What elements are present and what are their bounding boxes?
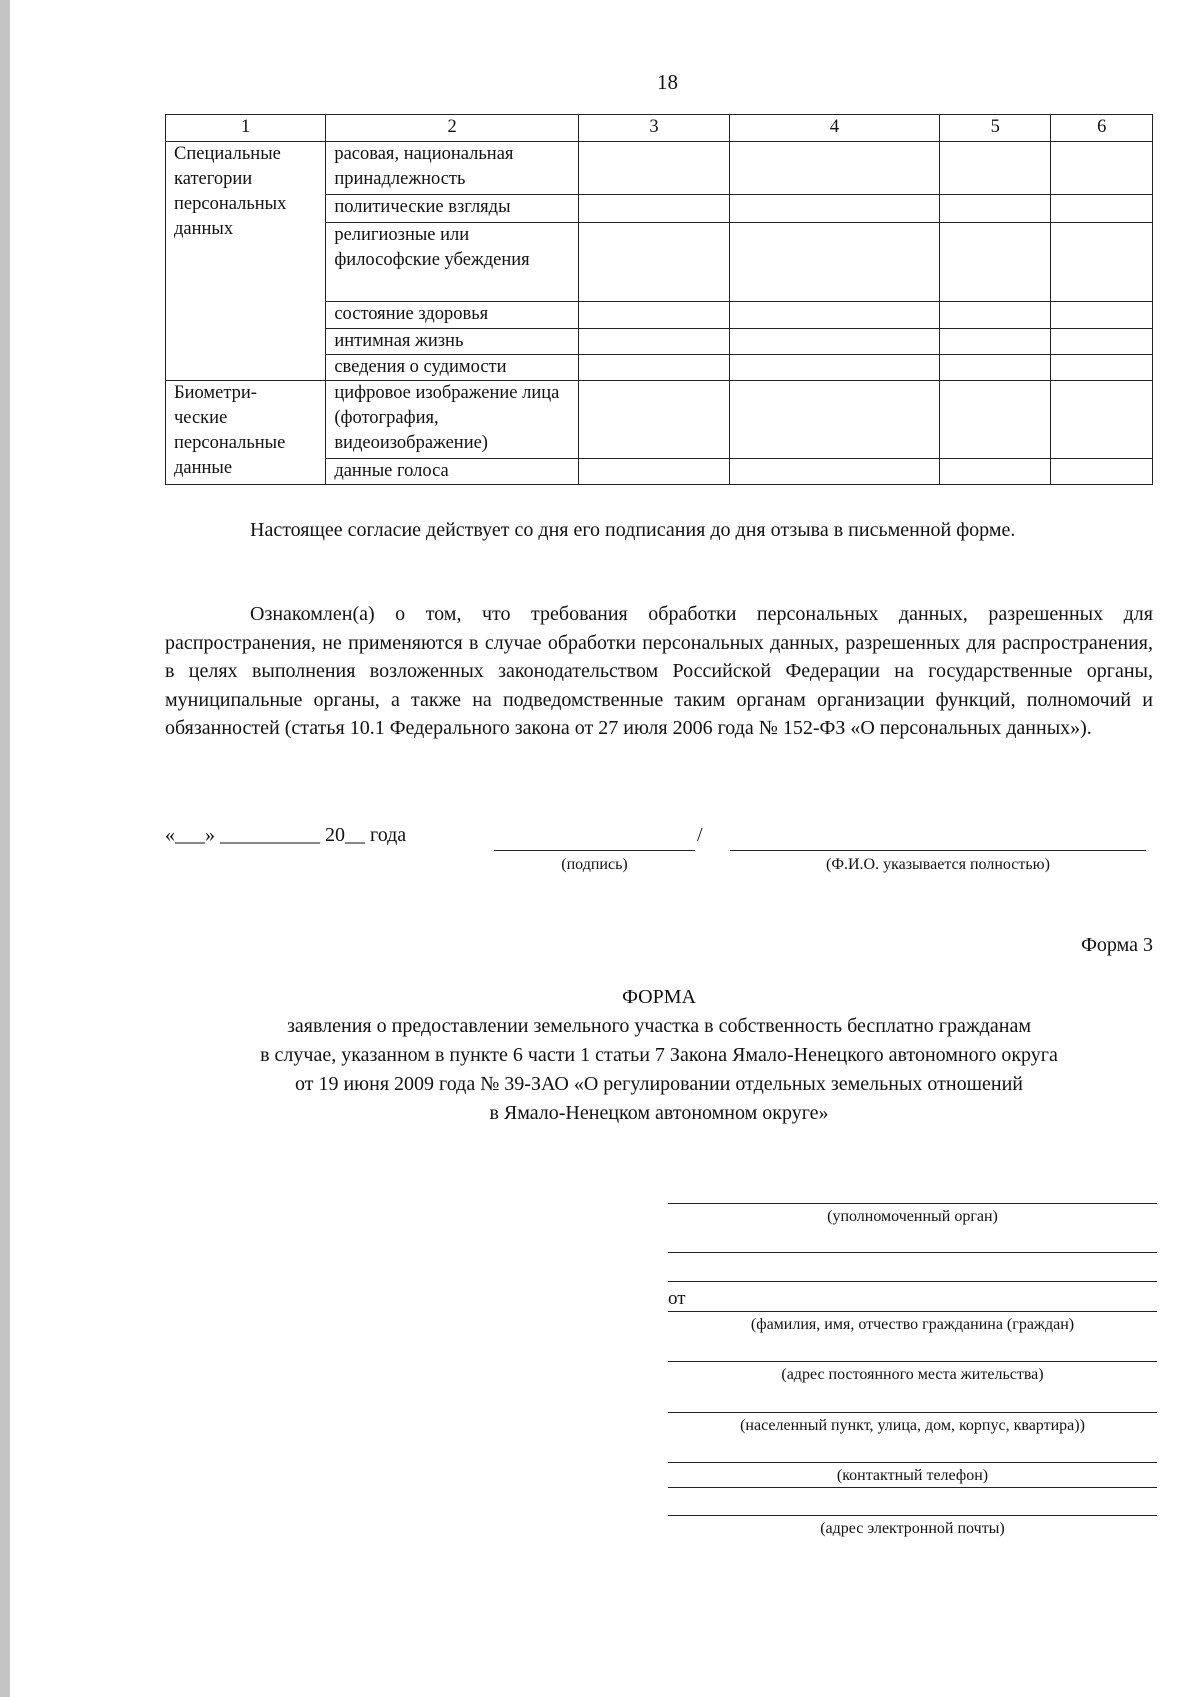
form-title: ФОРМА [622, 986, 696, 1008]
locality-label: (населенный пункт, улица, дом, корпус, квартира)) [740, 1417, 1085, 1434]
name-label: (фамилия, имя, отчество гражданина (граждан) [750, 1316, 1075, 1333]
full-name-line[interactable] [730, 850, 1146, 851]
name-line[interactable] [668, 1311, 1157, 1312]
authority-line-3[interactable] [668, 1281, 1157, 1282]
personal-data-table [165, 114, 1153, 485]
table-row [166, 381, 1153, 459]
date-field[interactable]: «___» __________ 20__ года [165, 824, 407, 846]
header-cell: 4 [730, 115, 940, 142]
table-row [166, 142, 1153, 195]
table-header-row [166, 115, 1153, 142]
item-cell: данные голоса [326, 459, 579, 485]
signature-line[interactable] [494, 850, 695, 851]
header-cell: 3 [578, 115, 729, 142]
item-cell: состояние здоровья [326, 302, 579, 329]
header-cell: 6 [1051, 115, 1153, 142]
scrollbar-gutter [0, 0, 10, 1697]
item-cell: цифровое изображение лица (фотография, видеоизображение) [326, 381, 579, 459]
authority-label: (уполномоченный орган) [827, 1208, 998, 1225]
locality-line[interactable] [668, 1412, 1157, 1413]
form-number: Форма 3 [1081, 934, 1153, 956]
item-cell: сведения о судимости [326, 355, 579, 381]
form-subtitle-line: заявления о предоставлении земельного участка в собственность бесплатно гражданам [287, 1015, 1031, 1037]
form-subtitle-line: в Ямало-Ненецком автономном округе» [489, 1102, 829, 1124]
category-cell: Специальные категории персональных данных [166, 142, 326, 381]
header-cell: 2 [326, 115, 579, 142]
email-line[interactable] [668, 1515, 1157, 1516]
acknowledgement-paragraph: Ознакомлен(а) о том, что требования обработки персональных данных, разрешенных для распространения, не применяются в случае обработки персональных данных, разрешенных для распространения, в целях выполнения возложенных законодательством Российской Федерации на государственные органы, муниципальные органы, а также на подведомственные таким органам организации функций, полномочий и обязанностей (статья 10.1 Федерального закона от 27 июля 2006 года № 152-ФЗ «О персональных данных»). [165, 603, 1153, 740]
item-cell: политические взгляды [326, 195, 579, 223]
phone-label: (контактный телефон) [836, 1467, 989, 1484]
email-label: (адрес электронной почты) [820, 1520, 1005, 1537]
consent-validity-paragraph: Настоящее согласие действует со дня его подписания до дня отзыва в письменной форме. [250, 519, 1016, 541]
header-cell: 5 [940, 115, 1051, 142]
address-line[interactable] [668, 1361, 1157, 1362]
slash: / [697, 824, 703, 846]
full-name-label: (Ф.И.О. указывается полностью) [826, 856, 1050, 873]
form-subtitle-line: от 19 июня 2009 года № 39-ЗАО «О регулировании отдельных земельных отношений [295, 1073, 1023, 1095]
page-number: 18 [657, 70, 678, 94]
item-cell: религиозные или философские убеждения [326, 223, 579, 302]
item-cell: расовая, национальная принадлежность [326, 142, 579, 195]
from-label: от [668, 1288, 686, 1309]
form-subtitle-line: в случае, указанном в пункте 6 части 1 статьи 7 Закона Ямало-Ненецкого автономного округа [260, 1044, 1058, 1066]
authority-line-2[interactable] [668, 1252, 1157, 1253]
email-line-upper[interactable] [668, 1487, 1157, 1488]
phone-line[interactable] [668, 1462, 1157, 1463]
category-cell: Биометри-ческие персональные данные [166, 381, 326, 485]
authority-line[interactable] [668, 1203, 1157, 1204]
signature-label: (подпись) [561, 856, 628, 873]
header-cell: 1 [166, 115, 326, 142]
item-cell: интимная жизнь [326, 329, 579, 355]
address-label: (адрес постоянного места жительства) [781, 1366, 1044, 1383]
